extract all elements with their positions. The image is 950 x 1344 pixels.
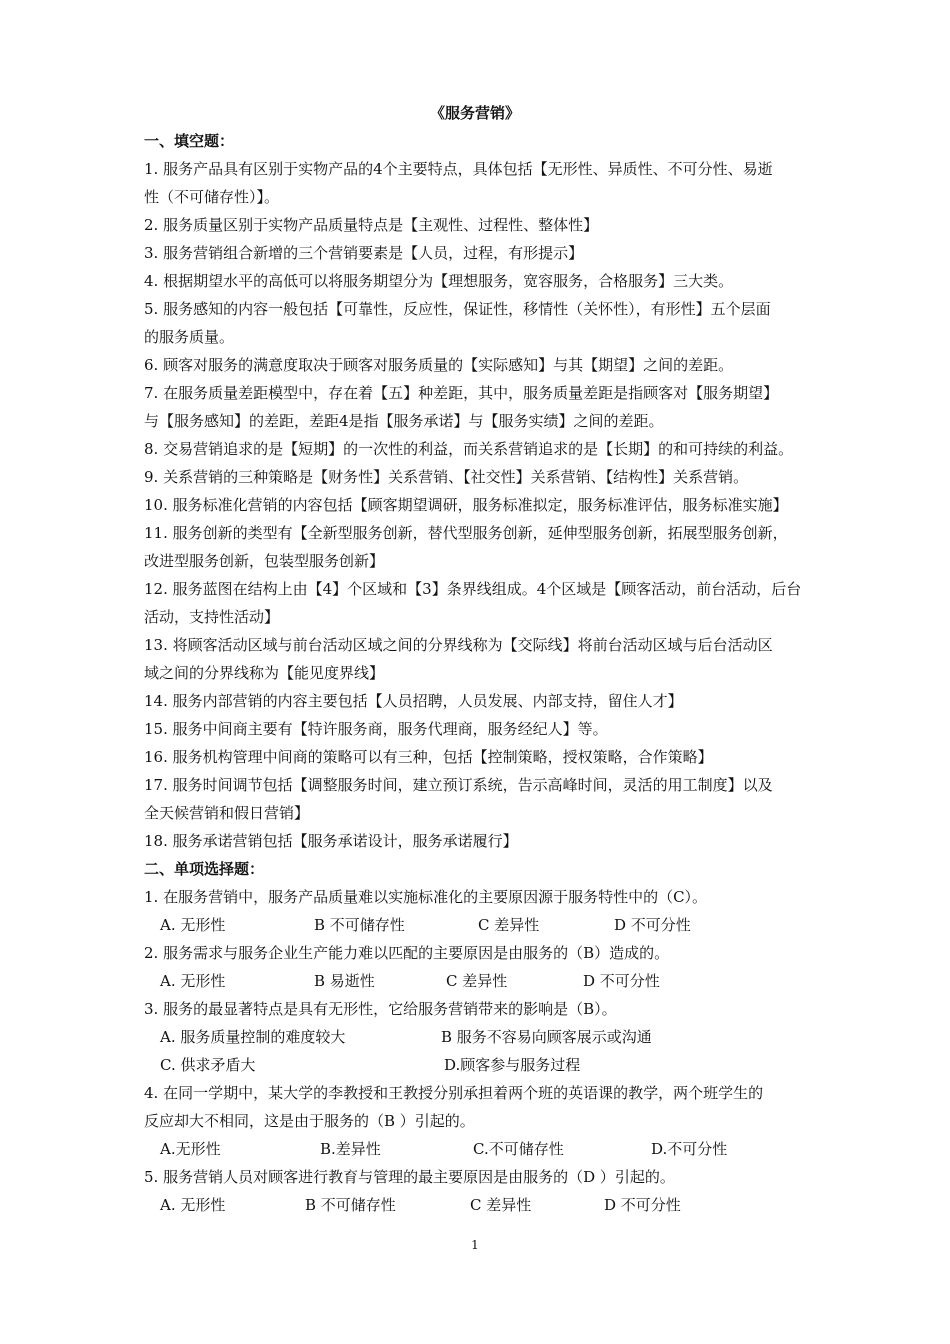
page-number: 1 [471, 1238, 479, 1252]
fill-line: 性（不可储存性）】。 [144, 188, 280, 206]
fill-line: 10. 服务标准化营销的内容包括【顾客期望调研，服务标准拟定，服务标准评估，服务标准实施】 [144, 496, 788, 514]
option-a: A. 无形性 [160, 916, 226, 934]
fill-line: 域之间的分界线称为【能见度界线】 [144, 664, 385, 682]
section-heading-fill-in: 一、填空题： [144, 132, 235, 150]
option-a: A.无形性 [160, 1140, 221, 1158]
option-d: D.不可分性 [651, 1140, 728, 1158]
option-c: C 差异性 [446, 972, 508, 990]
option-c: C. 供求矛盾大 [160, 1056, 256, 1074]
fill-line: 18. 服务承诺营销包括【服务承诺设计，服务承诺履行】 [144, 832, 518, 850]
fill-line: 5. 服务感知的内容一般包括【可靠性，反应性，保证性，移情性（关怀性），有形性】五个层面 [144, 300, 771, 318]
option-c: C 差异性 [478, 916, 540, 934]
fill-line: 12. 服务蓝图在结构上由【4】个区域和【3】条界线组成。4个区域是【顾客活动，前台活动，后台 [144, 580, 802, 598]
fill-line: 1. 服务产品具有区别于实物产品的4个主要特点，具体包括【无形性、异质性、不可分性、易逝 [144, 160, 773, 178]
option-d: D 不可分性 [604, 1196, 681, 1214]
fill-line: 16. 服务机构管理中间商的策略可以有三种，包括【控制策略，授权策略，合作策略】 [144, 748, 713, 766]
fill-line: 15. 服务中间商主要有【特许服务商，服务代理商，服务经纪人】等。 [144, 720, 608, 738]
option-a: A. 无形性 [160, 972, 226, 990]
document-title: 《服务营销》 [429, 104, 520, 122]
option-b: B 不可储存性 [305, 1196, 396, 1214]
fill-line: 17. 服务时间调节包括【调整服务时间，建立预订系统，告示高峰时间，灵活的用工制度】以及 [144, 776, 773, 794]
question-stem: 3. 服务的最显著特点是具有无形性，它给服务营销带来的影响是（B）。 [144, 1000, 617, 1018]
fill-line: 7. 在服务质量差距模型中，存在着【五】种差距，其中，服务质量差距是指顾客对【服务期望】 [144, 384, 779, 402]
fill-line: 活动，支持性活动】 [144, 608, 280, 626]
option-b: B 不可储存性 [314, 916, 405, 934]
fill-line: 4. 根据期望水平的高低可以将服务期望分为【理想服务，宽容服务，合格服务】三大类。 [144, 272, 734, 290]
fill-line: 8. 交易营销追求的是【短期】的一次性的利益，而关系营销追求的是【长期】的和可持续的利益。 [144, 440, 794, 458]
section-heading-single-choice: 二、单项选择题： [144, 860, 265, 878]
fill-line: 11. 服务创新的类型有【全新型服务创新，替代型服务创新，延伸型服务创新，拓展型服务创新， [144, 524, 788, 542]
option-d: D 不可分性 [583, 972, 660, 990]
question-stem: 2. 服务需求与服务企业生产能力难以匹配的主要原因是由服务的（B）造成的。 [144, 944, 670, 962]
question-stem: 5. 服务营销人员对顾客进行教育与管理的最主要原因是由服务的（D ）引起的。 [144, 1168, 675, 1186]
fill-line: 与【服务感知】的差距，差距4是指【服务承诺】与【服务实绩】之间的差距。 [144, 412, 664, 430]
fill-line: 改进型服务创新，包装型服务创新】 [144, 552, 385, 570]
fill-line: 3. 服务营销组合新增的三个营销要素是【人员，过程，有形提示】 [144, 244, 584, 262]
question-stem: 4. 在同一学期中，某大学的李教授和王教授分别承担着两个班的英语课的教学，两个班学生的 [144, 1084, 764, 1102]
fill-line: 13. 将顾客活动区域与前台活动区域之间的分界线称为【交际线】将前台活动区域与后台活动区 [144, 636, 773, 654]
fill-line: 9. 关系营销的三种策略是【财务性】关系营销、【社交性】关系营销、【结构性】关系营销。 [144, 468, 749, 486]
option-b: B 服务不容易向顾客展示或沟通 [441, 1028, 652, 1046]
option-c: C.不可储存性 [473, 1140, 564, 1158]
option-b: B 易逝性 [314, 972, 375, 990]
question-stem-continued: 反应却大不相同，这是由于服务的（B ）引起的。 [144, 1112, 475, 1130]
fill-line: 6. 顾客对服务的满意度取决于顾客对服务质量的【实际感知】与其【期望】之间的差距。 [144, 356, 734, 374]
option-d: D.顾客参与服务过程 [444, 1056, 581, 1074]
option-a: A. 服务质量控制的难度较大 [160, 1028, 346, 1046]
fill-line: 的服务质量。 [144, 328, 235, 346]
option-d: D 不可分性 [614, 916, 691, 934]
question-stem: 1. 在服务营销中，服务产品质量难以实施标准化的主要原因源于服务特性中的（C）。 [144, 888, 708, 906]
option-a: A. 无形性 [160, 1196, 226, 1214]
fill-line: 14. 服务内部营销的内容主要包括【人员招聘，人员发展、内部支持，留住人才】 [144, 692, 683, 710]
option-b: B.差异性 [320, 1140, 381, 1158]
option-c: C 差异性 [470, 1196, 532, 1214]
fill-line: 全天候营销和假日营销】 [144, 804, 310, 822]
fill-line: 2. 服务质量区别于实物产品质量特点是【主观性、过程性、整体性】 [144, 216, 599, 234]
